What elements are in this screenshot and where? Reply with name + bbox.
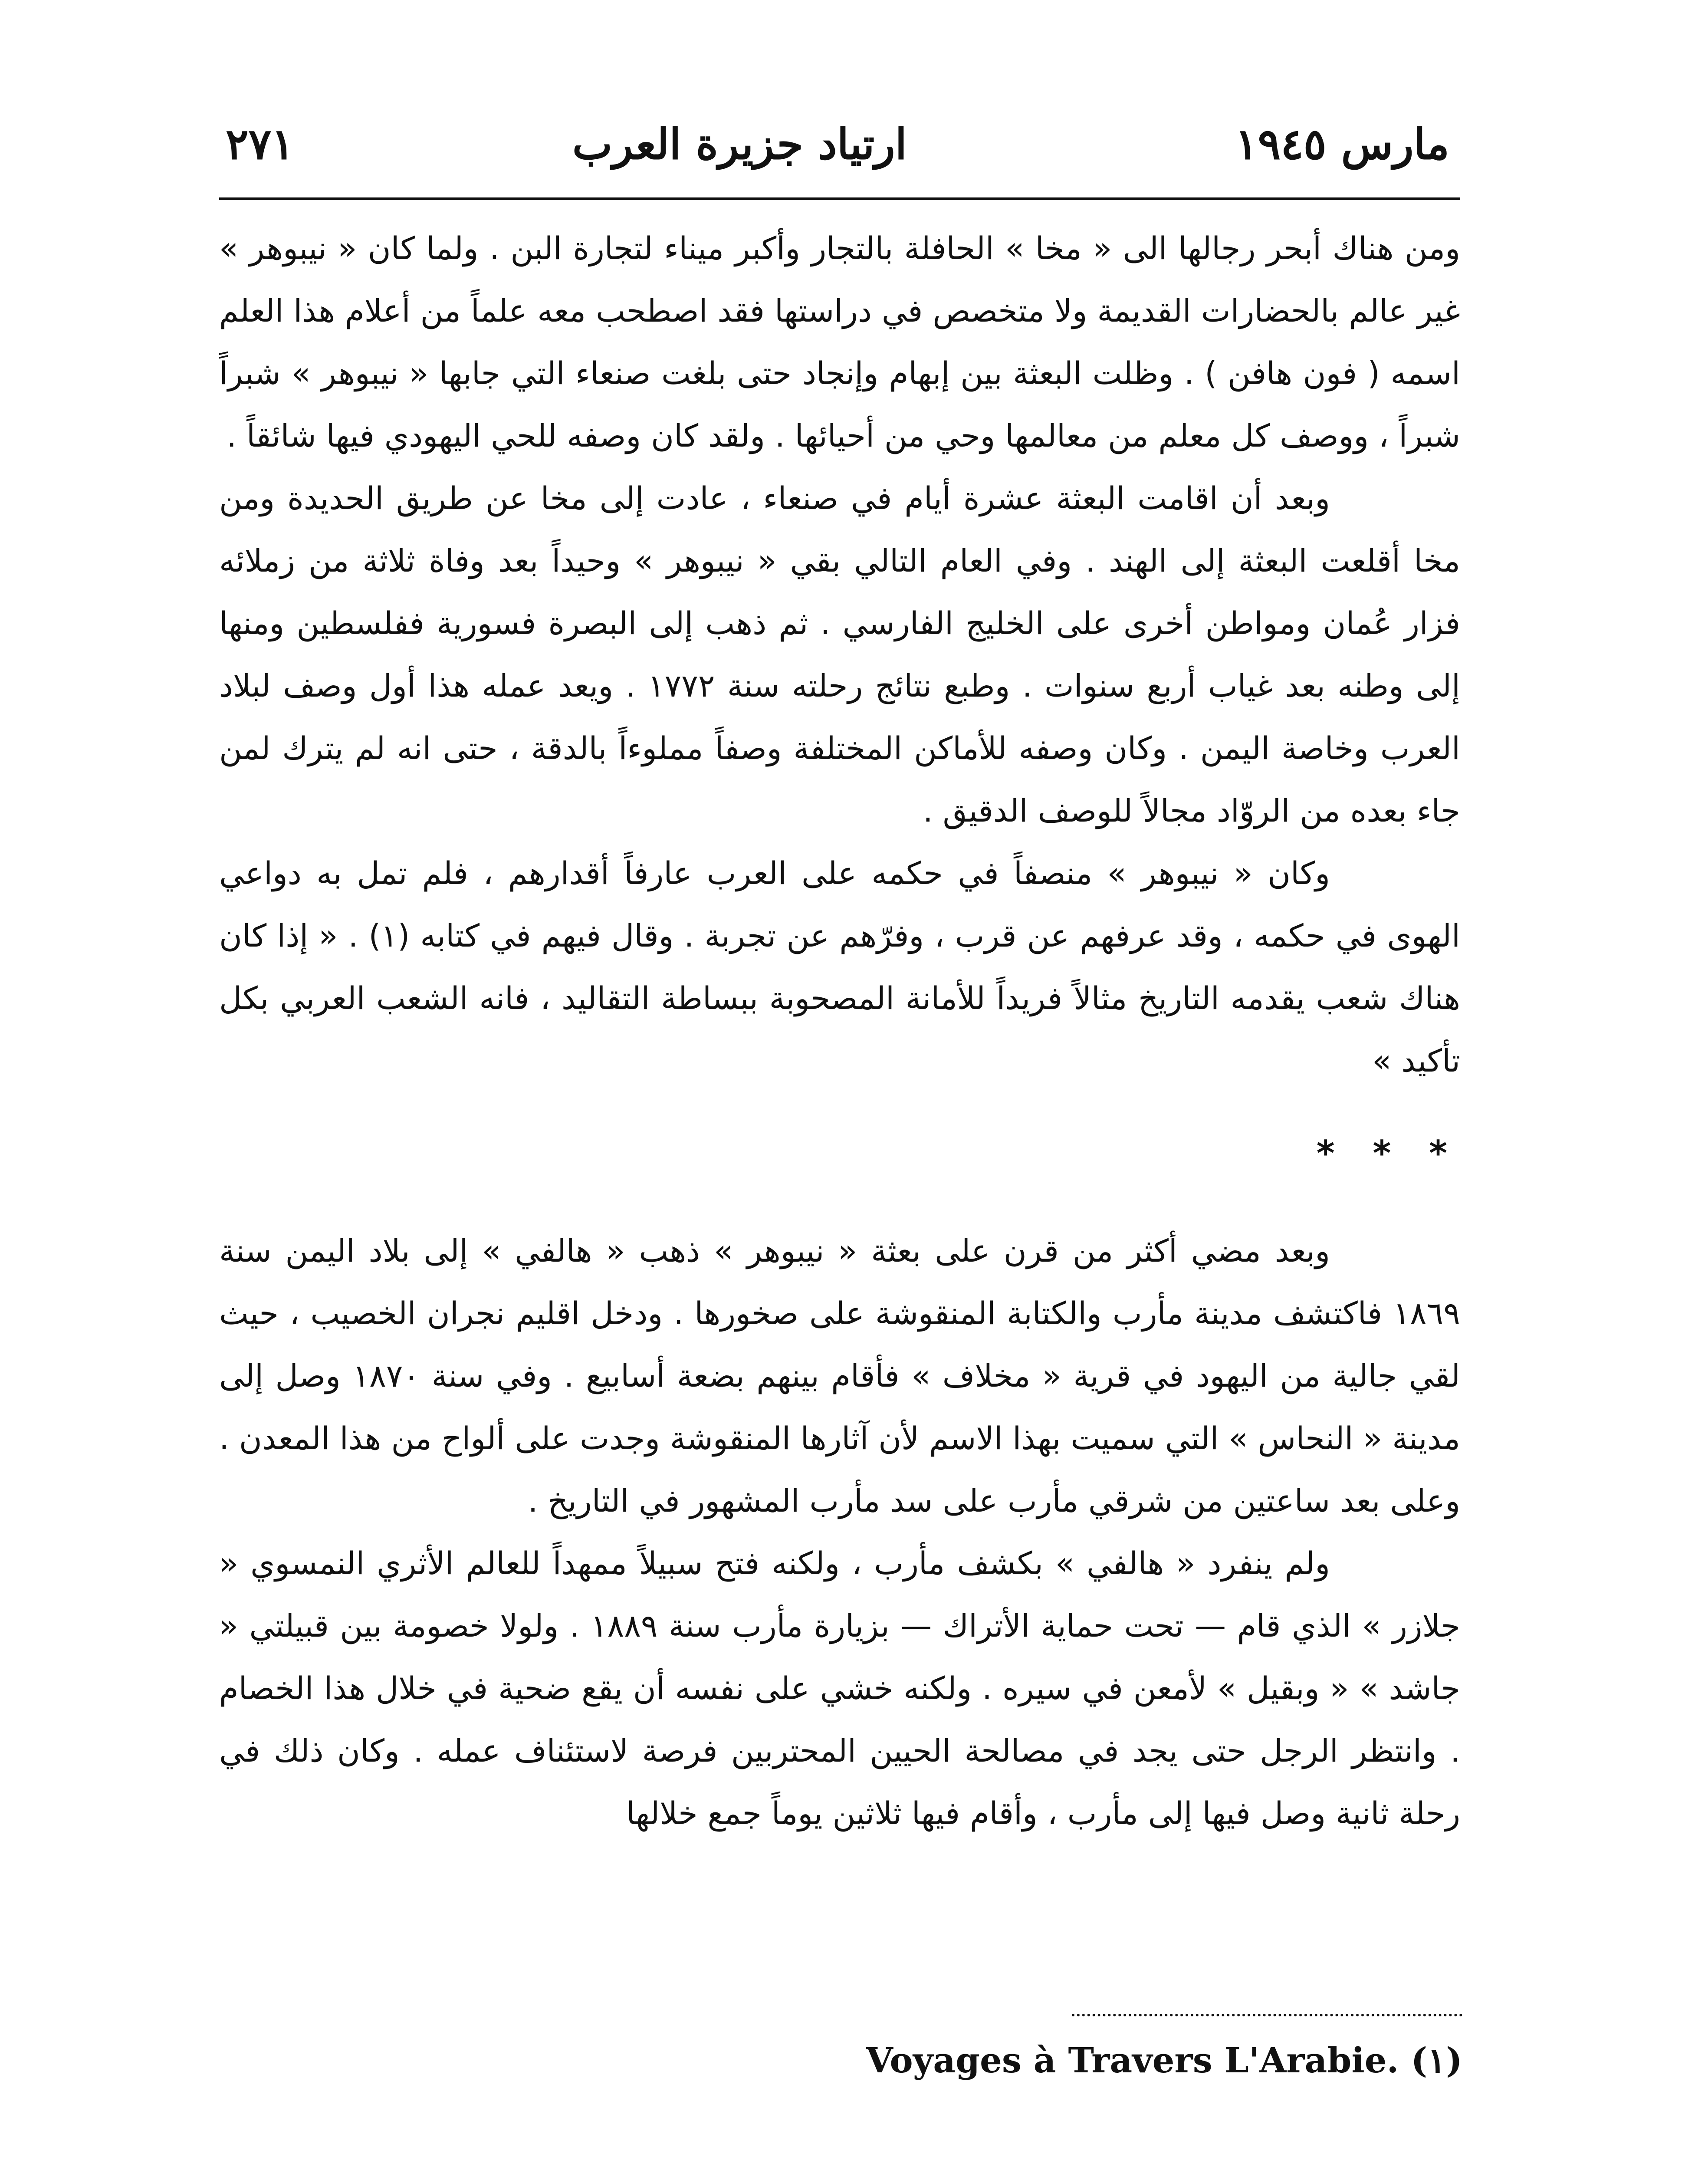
header-date: مارس ١٩٤٥	[1235, 119, 1449, 169]
paragraph-4: وبعد مضي أكثر من قرن على بعثة « نيبوهر » ذهب « هالفي » إلى بلاد اليمن سنة ١٨٦٩ فاكتشف مدينة مأرب والكتابة المنقوشة على صخورها . ودخل اقليم نجران الخصيب ، حيث لقي جالية من اليهود في قرية « مخلاف » فأقام بينهم بضعة أسابيع . وفي سنة ١٨٧٠ وصل إلى مدينة « النحاس » التي سميت بهذا الاسم لأن آثارها المنقوشة وجدت على ألواح من هذا المعدن . وعلى بعد ساعتين من شرقي مأرب على سد مأرب المشهور في التاريخ .	[219, 1233, 1460, 1519]
paragraph-5: ولم ينفرد « هالفي » بكشف مأرب ، ولكنه فتح سبيلاً ممهداً للعالم الأثري النمسوي « جلازر » الذي قام — تحت حماية الأتراك — بزيارة مأرب سنة ١٨٨٩ . ولولا خصومة بين قبيلتي « جاشد » « وبقيل » لأمعن في سيره . ولكنه خشي على نفسه أن يقع ضحية في خلال هذا الخصام . وانتظر الرجل حتى يجد في مصالحة الحيين المحتربين فرصة لاستئناف عمله . وكان ذلك في رحلة ثانية وصل فيها إلى مأرب ، وأقام فيها ثلاثين يوماً جمع خلالها	[219, 1545, 1460, 1831]
header-rule	[219, 197, 1460, 200]
paragraph-2: وبعد أن اقامت البعثة عشرة أيام في صنعاء ، عادت إلى مخا عن طريق الحديدة ومن مخا أقلعت البعثة إلى الهند . وفي العام التالي بقي « نيبوهر » وحيداً بعد وفاة ثلاثة من زملائه فزار عُمان ومواطن أخرى على الخليج الفارسي . ثم ذهب إلى البصرة فسورية ففلسطين ومنها إلى وطنه بعد غياب أربع سنوات . وطبع نتائج رحلته سنة ١٧٧٢ . ويعد عمله هذا أول وصف لبلاد العرب وخاصة اليمن . وكان وصفه للأماكن المختلفة وصفاً مملوءاً بالدقة ، حتى انه لم يترك لمن جاء بعده من الروّاد مجالاً للوصف الدقيق .	[219, 480, 1460, 829]
section-separator: * * *	[1316, 1133, 1460, 1174]
article-body	[219, 217, 1460, 1844]
paragraph-3: وكان « نيبوهر » منصفاً في حكمه على العرب عارفاً أقدارهم ، فلم تمل به دواعي الهوى في حكمه ، وقد عرفهم عن قرب ، وفرّهم عن تجربة . وقال فيهم في كتابه (١) . « إذا كان هناك شعب يقدمه التاريخ مثالاً فريداً للأمانة المصحوبة ببساطة التقاليد ، فانه الشعب العربي بكل تأكيد »	[219, 855, 1461, 1079]
footnote: Voyages à Travers L'Arabie. (١)	[866, 2040, 1462, 2081]
running-header	[226, 119, 1449, 189]
paragraph-1: ومن هناك أبحر رجالها الى « مخا » الحافلة بالتجار وأكبر ميناء لتجارة البن . ولما كان « نيبوهر » غير عالم بالحضارات القديمة ولا متخصص في دراستها فقد اصطحب معه علماً من أعلام هذا العلم اسمه ( فون هافن ) . وظلت البعثة بين إبهام وإنجاد حتى بلغت صنعاء التي جابها « نيبوهر » شبراً شبراً ، ووصف كل معلم من معالمها وحي من أحيائها . ولقد كان وصفه للحي اليهودي فيها شائقاً .	[219, 230, 1460, 454]
page-number: ٢٧١	[226, 119, 294, 169]
header-title: ارتياد جزيرة العرب	[572, 119, 907, 169]
footnote-rule	[1072, 2014, 1462, 2016]
